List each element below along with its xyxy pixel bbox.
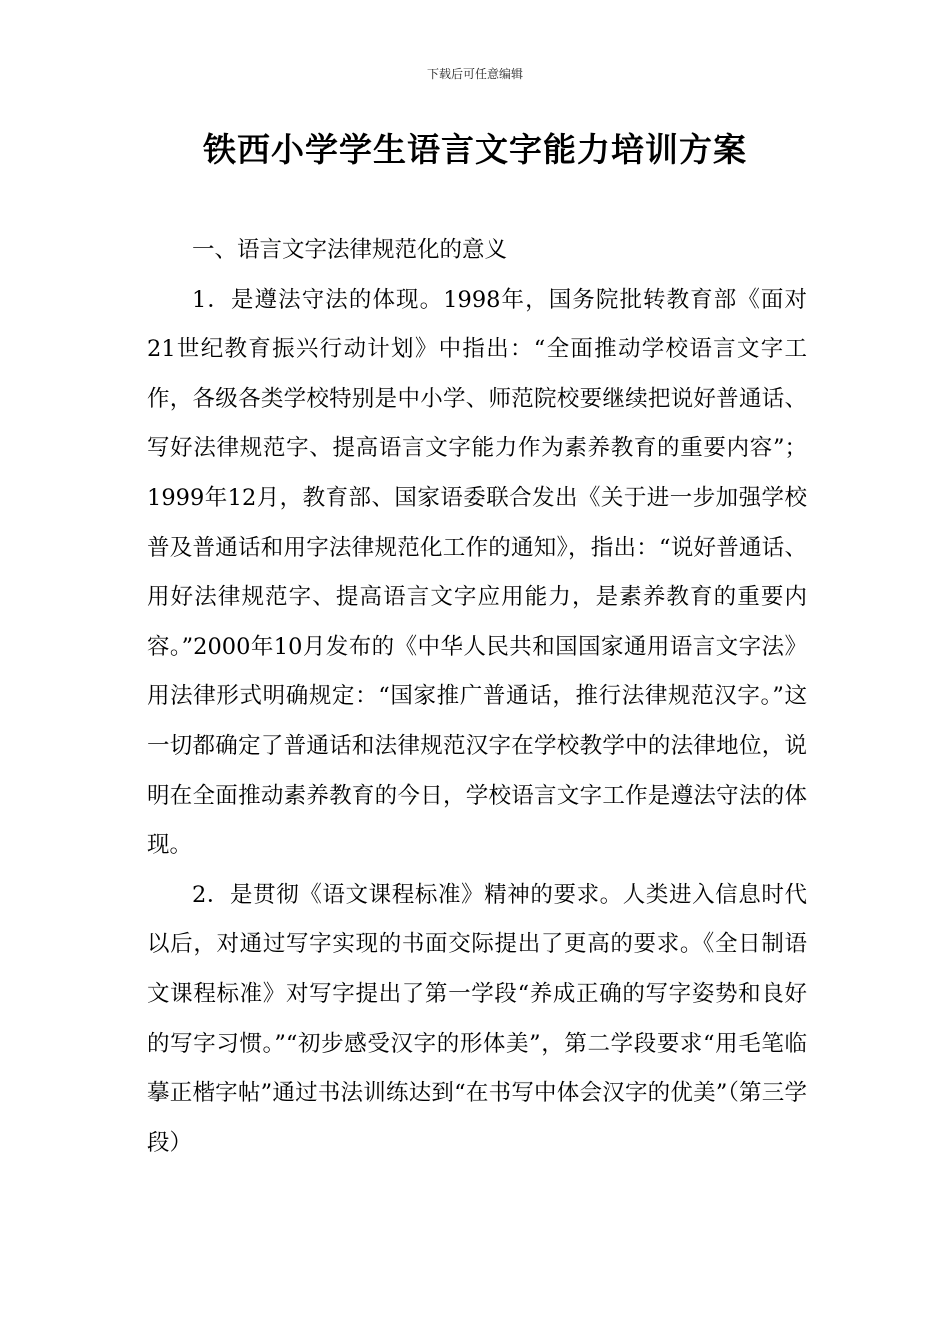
section-heading: 一、语言文字法律规范化的意义 — [192, 237, 508, 263]
paragraph-2: 2．是贯彻《语文课程标准》精神的要求。人类进入信息时代以后，对通过写字实现的书面交际提出了更高的要求。《全日制语文课程标准》对写字提出了第一学段“养成正确的写字姿势和良好的写字习惯。”“初步感受汉字的形体美”，第二学段要求“用毛笔临摹正楷字帖”通过书法训练达到“在书写中体会汉字的优美”（第三学段） — [147, 881, 807, 1156]
document-title: 铁西小学学生语言文字能力培训方案 — [203, 130, 747, 169]
paragraph-1: 1．是遵法守法的体现。1998年，国务院批转教育部《面对21世纪教育振兴行动计划》中指出：“全面推动学校语言文字工作，各级各类学校特别是中小学、师范院校要继续把说好普通话、写好法律规范字、提高语言文字能力作为素养教育的重要内容”；1999年12月，教育部、国家语委联合发出《关于进一步加强学校普及普通话和用字法律规范化工作的通知》，指出：“说好普通话、用好法律规范字、提高语言文字应用能力，是素养教育的重要内容。”2000年10月发布的《中华人民共和国国家通用语言文字法》用法律形式明确规定：“国家推广普通话，推行法律规范汉字。”这一切都确定了普通话和法律规范汉字在学校教学中的法律地位，说明在全面推动素养教育的今日，学校语言文字工作是遵法守法的体现。 — [147, 286, 807, 859]
document-body — [147, 226, 807, 1168]
header-note: 下载后可任意编辑 — [426, 67, 523, 81]
